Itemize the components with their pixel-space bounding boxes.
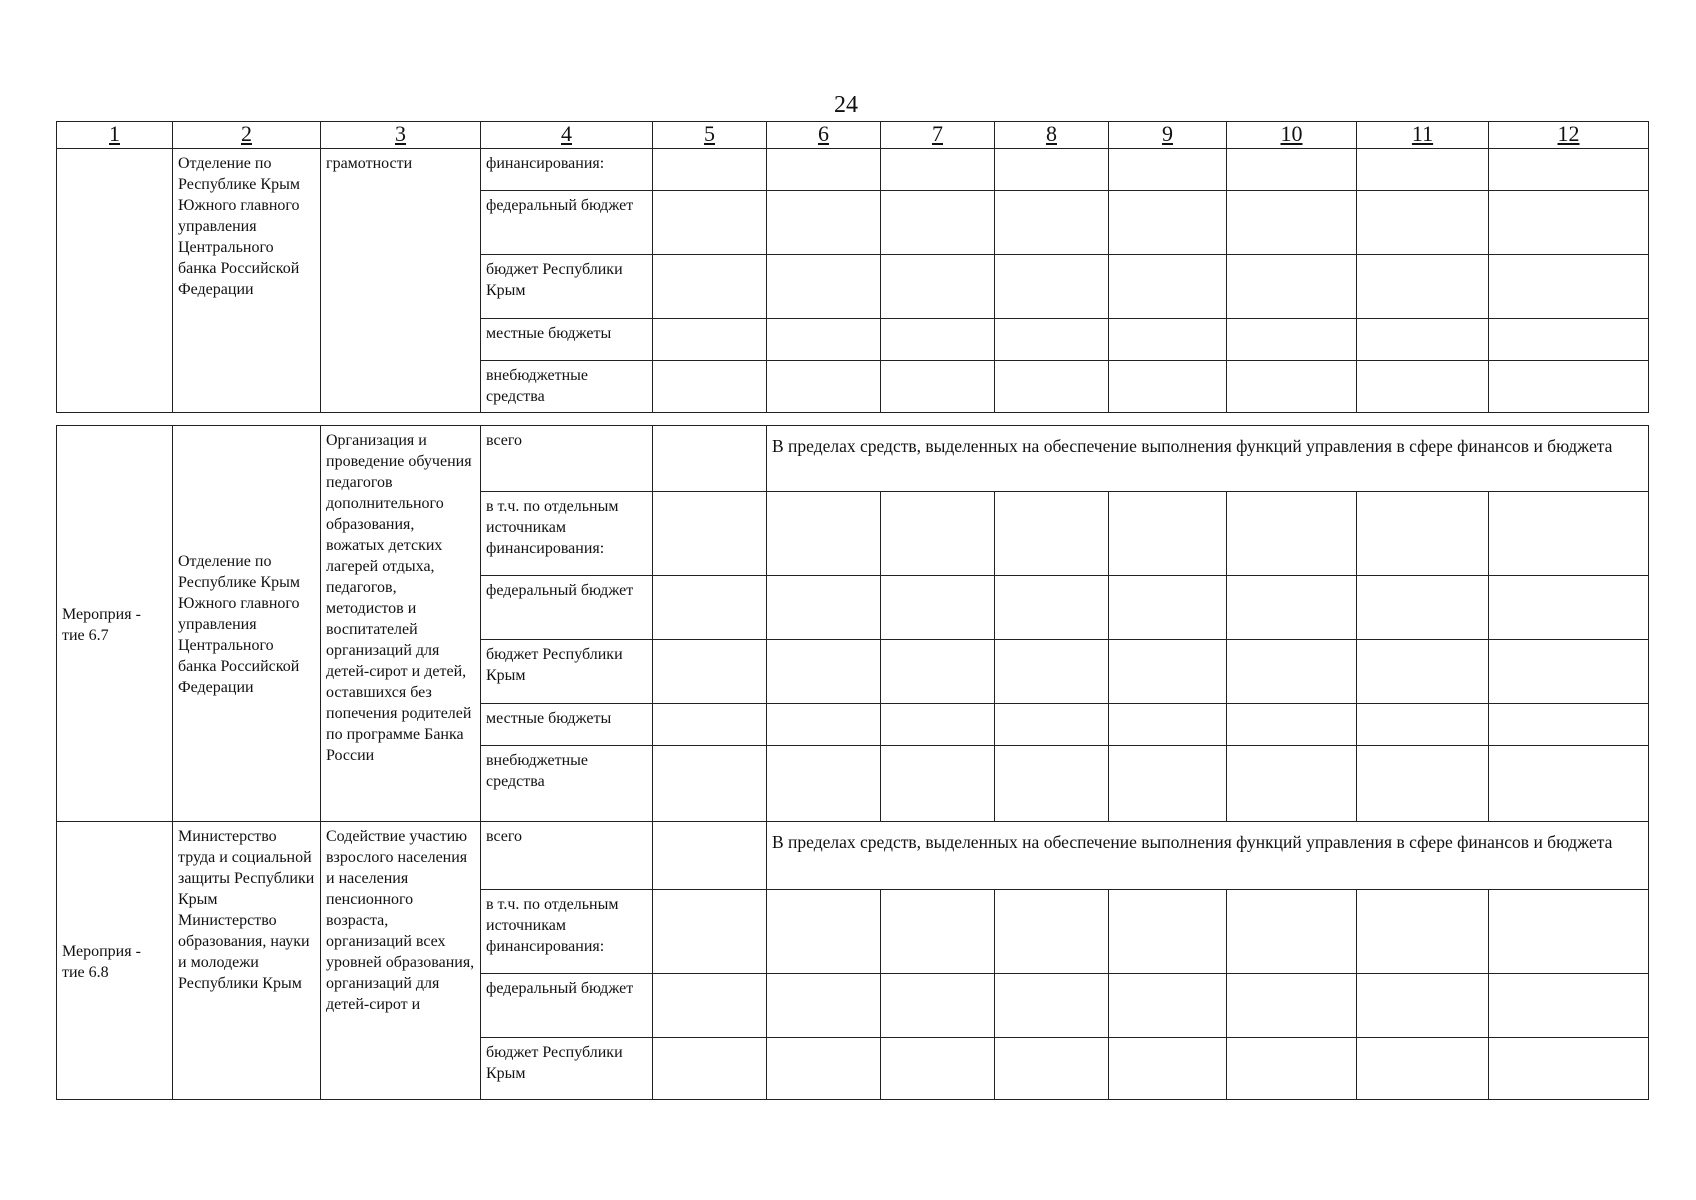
activity-name-cell: грамотности xyxy=(321,149,481,413)
page-break-gap xyxy=(57,413,1649,426)
funding-source-cell: местные бюджеты xyxy=(481,319,653,361)
funding-note: В пределах средств, выделенных на обеспечение выполнения функций управления в сфере финансов и бюджета xyxy=(767,426,1649,492)
funding-table xyxy=(56,121,1649,1100)
page-number: 24 xyxy=(834,92,858,118)
funding-source-cell: всего xyxy=(481,822,653,890)
column-header: 2 xyxy=(173,122,321,149)
column-header: 11 xyxy=(1357,122,1489,149)
executor-cell: Министерство труда и социальной защиты Республики Крым Министерство образования, науки и молодежи Республики Крым xyxy=(173,822,321,1100)
activity-cell xyxy=(57,149,173,413)
funding-source-cell: всего xyxy=(481,426,653,492)
column-header: 10 xyxy=(1227,122,1357,149)
funding-note: В пределах средств, выделенных на обеспечение выполнения функций управления в сфере финансов и бюджета xyxy=(767,822,1649,890)
funding-source-cell: местные бюджеты xyxy=(481,704,653,746)
funding-source-cell: бюджет Республики Крым xyxy=(481,1038,653,1100)
column-header: 12 xyxy=(1489,122,1649,149)
funding-source-cell: финансирования: xyxy=(481,149,653,191)
activity-name-cell: Организация и проведение обучения педагогов дополнительного образования, вожатых детских лагерей отдыха, педагогов, методистов и воспитателей организаций для детей-сирот и детей, оставшихся без попечения родителей по программе Банка России xyxy=(321,426,481,822)
column-header: 8 xyxy=(995,122,1109,149)
funding-source-cell: федеральный бюджет xyxy=(481,191,653,255)
table-row xyxy=(57,149,1649,191)
activity-number-cell: Мероприя - тие 6.7 xyxy=(57,426,173,822)
column-header: 6 xyxy=(767,122,881,149)
funding-source-cell: внебюджетные средства xyxy=(481,746,653,822)
column-header: 4 xyxy=(481,122,653,149)
funding-source-cell: бюджет Республики Крым xyxy=(481,640,653,704)
executor-cell: Отделение по Республике Крым Южного главного управления Центрального банка Российской Федерации xyxy=(173,149,321,413)
funding-source-cell: федеральный бюджет xyxy=(481,974,653,1038)
funding-source-cell: в т.ч. по отдельным источникам финансирования: xyxy=(481,492,653,576)
column-header: 7 xyxy=(881,122,995,149)
column-header: 1 xyxy=(57,122,173,149)
table-row xyxy=(57,822,1649,890)
column-header: 9 xyxy=(1109,122,1227,149)
activity-name-cell: Содействие участию взрослого населения и населения пенсионного возраста, организаций всех уровней образования, организаций для детей-сирот и xyxy=(321,822,481,1100)
table-row xyxy=(57,426,1649,492)
funding-source-cell: бюджет Республики Крым xyxy=(481,255,653,319)
column-header: 5 xyxy=(653,122,767,149)
header-row xyxy=(57,122,1649,149)
executor-cell: Отделение по Республике Крым Южного главного управления Центрального банка Российской Федерации xyxy=(173,426,321,822)
activity-number-cell: Мероприя - тие 6.8 xyxy=(57,822,173,1100)
funding-source-cell: федеральный бюджет xyxy=(481,576,653,640)
column-header: 3 xyxy=(321,122,481,149)
funding-source-cell: в т.ч. по отдельным источникам финансирования: xyxy=(481,890,653,974)
funding-source-cell: внебюджетные средства xyxy=(481,361,653,413)
